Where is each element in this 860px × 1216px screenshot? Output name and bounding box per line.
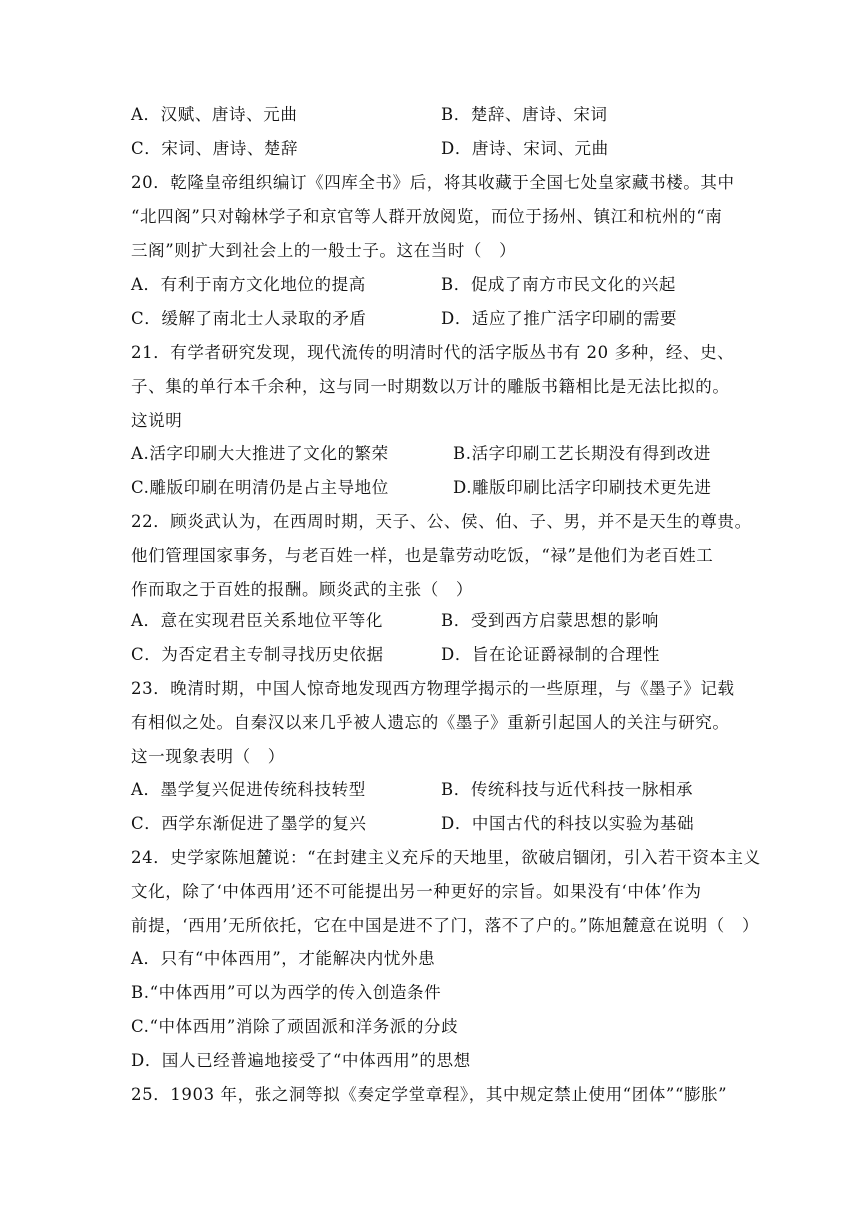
q19-option-row-2 <box>131 138 751 160</box>
q20-option-row-2 <box>131 308 751 330</box>
q23-option-c[interactable]: C．西学东渐促进了墨学的复兴 <box>131 814 367 833</box>
q20-stem-line-1: 20．乾隆皇帝组织编订《四库全书》后，将其收藏于全国七处皇家藏书楼。其中 <box>131 173 735 192</box>
q20-stem-line-3: 三阁”则扩大到社会上的一般士子。这在当时（ ） <box>131 241 517 260</box>
q19-option-row-1 <box>131 104 751 126</box>
q21-option-row-2 <box>131 477 751 499</box>
q24-option-b[interactable]: B.“中体西用”可以为西学的传入创造条件 <box>131 983 442 1002</box>
q22-option-row-2 <box>131 644 751 666</box>
q23-option-b[interactable]: B．传统科技与近代科技一脉相承 <box>441 780 694 799</box>
q20-option-row-1 <box>131 274 751 296</box>
q23-stem-line-1: 23．晚清时期，中国人惊奇地发现西方物理学揭示的一些原理，与《墨子》记载 <box>131 679 735 698</box>
q22-option-c[interactable]: C．为否定君主专制寻找历史依据 <box>131 645 384 664</box>
q20-option-d[interactable]: D．适应了推广活字印刷的需要 <box>441 309 678 328</box>
q22-stem-line-3: 作而取之于百姓的报酬。顾炎武的主张（ ） <box>131 580 473 599</box>
q22-option-row-1 <box>131 610 751 632</box>
q21-option-d[interactable]: D.雕版印刷比活字印刷技术更先进 <box>453 478 712 497</box>
q19-option-d[interactable]: D．唐诗、宋词、元曲 <box>441 139 609 158</box>
q22-option-a[interactable]: A．意在实现君臣关系地位平等化 <box>131 611 383 630</box>
q24-option-c[interactable]: C.“中体西用”消除了顽固派和洋务派的分歧 <box>131 1017 459 1036</box>
q24-stem-line-1: 24．史学家陈旭麓说：“在封建主义充斥的天地里，欲破启锢闭，引入若干资本主义 <box>131 848 761 867</box>
q21-option-row-1 <box>131 443 751 465</box>
q21-option-b[interactable]: B.活字印刷工艺长期没有得到改进 <box>453 444 711 463</box>
q21-stem-line-2: 子、集的单行本千余种，这与同一时期数以万计的雕版书籍相比是无法比拟的。 <box>131 377 730 396</box>
q23-option-a[interactable]: A．墨学复兴促进传统科技转型 <box>131 780 366 799</box>
q21-stem-line-3: 这说明 <box>131 411 183 430</box>
q19-option-b[interactable]: B．楚辞、唐诗、宋词 <box>441 105 608 124</box>
q24-stem-line-2: 文化，除了‘中体西用’还不可能提出另一种更好的宗旨。如果没有‘中体’作为 <box>131 882 702 901</box>
q22-option-d[interactable]: D．旨在论证爵禄制的合理性 <box>441 645 661 664</box>
q20-option-b[interactable]: B．促成了南方市民文化的兴起 <box>441 275 677 294</box>
q24-stem-line-3: 前提，‘西用’无所依托，它在中国是进不了门，落不了户的。”陈旭麓意在说明（ ） <box>131 916 760 935</box>
q20-option-a[interactable]: A．有利于南方文化地位的提高 <box>131 275 366 294</box>
q23-option-row-2 <box>131 813 751 835</box>
q23-option-d[interactable]: D．中国古代的科技以实验为基础 <box>441 814 695 833</box>
q19-option-a[interactable]: A．汉赋、唐诗、元曲 <box>131 105 298 124</box>
q22-option-b[interactable]: B．受到西方启蒙思想的影响 <box>441 611 659 630</box>
q24-option-d[interactable]: D．国人已经普遍地接受了“中体西用”的思想 <box>131 1051 471 1070</box>
q23-stem-line-2: 有相似之处。自秦汉以来几乎被人遗忘的《墨子》重新引起国人的关注与研究。 <box>131 713 730 732</box>
q23-stem-line-3: 这一现象表明（ ） <box>131 747 285 766</box>
q23-option-row-1 <box>131 779 751 801</box>
q21-option-c[interactable]: C.雕版印刷在明清仍是占主导地位 <box>131 478 389 497</box>
q20-option-c[interactable]: C．缓解了南北士人录取的矛盾 <box>131 309 367 328</box>
q21-stem-line-1: 21．有学者研究发现，现代流传的明清时代的活字版丛书有 20 多种，经、史、 <box>131 343 735 362</box>
q22-stem-line-1: 22．顾炎武认为，在西周时期，天子、公、侯、伯、子、男，并不是天生的尊贵。 <box>131 512 752 531</box>
q25-stem-line-1: 25．1903 年，张之洞等拟《奏定学堂章程》，其中规定禁止使用“团体”“膨胀” <box>131 1085 728 1104</box>
q21-option-a[interactable]: A.活字印刷大大推进了文化的繁荣 <box>131 444 389 463</box>
q19-option-c[interactable]: C．宋词、唐诗、楚辞 <box>131 139 299 158</box>
q24-option-a[interactable]: A．只有“中体西用”，才能解决内忧外患 <box>131 949 436 968</box>
q20-stem-line-2: “北四阁”只对翰林学子和京官等人群开放阅览，而位于扬州、镇江和杭州的“南 <box>131 207 723 226</box>
q22-stem-line-2: 他们管理国家事务，与老百姓一样，也是靠劳动吃饭，“禄”是他们为老百姓工 <box>131 546 714 565</box>
